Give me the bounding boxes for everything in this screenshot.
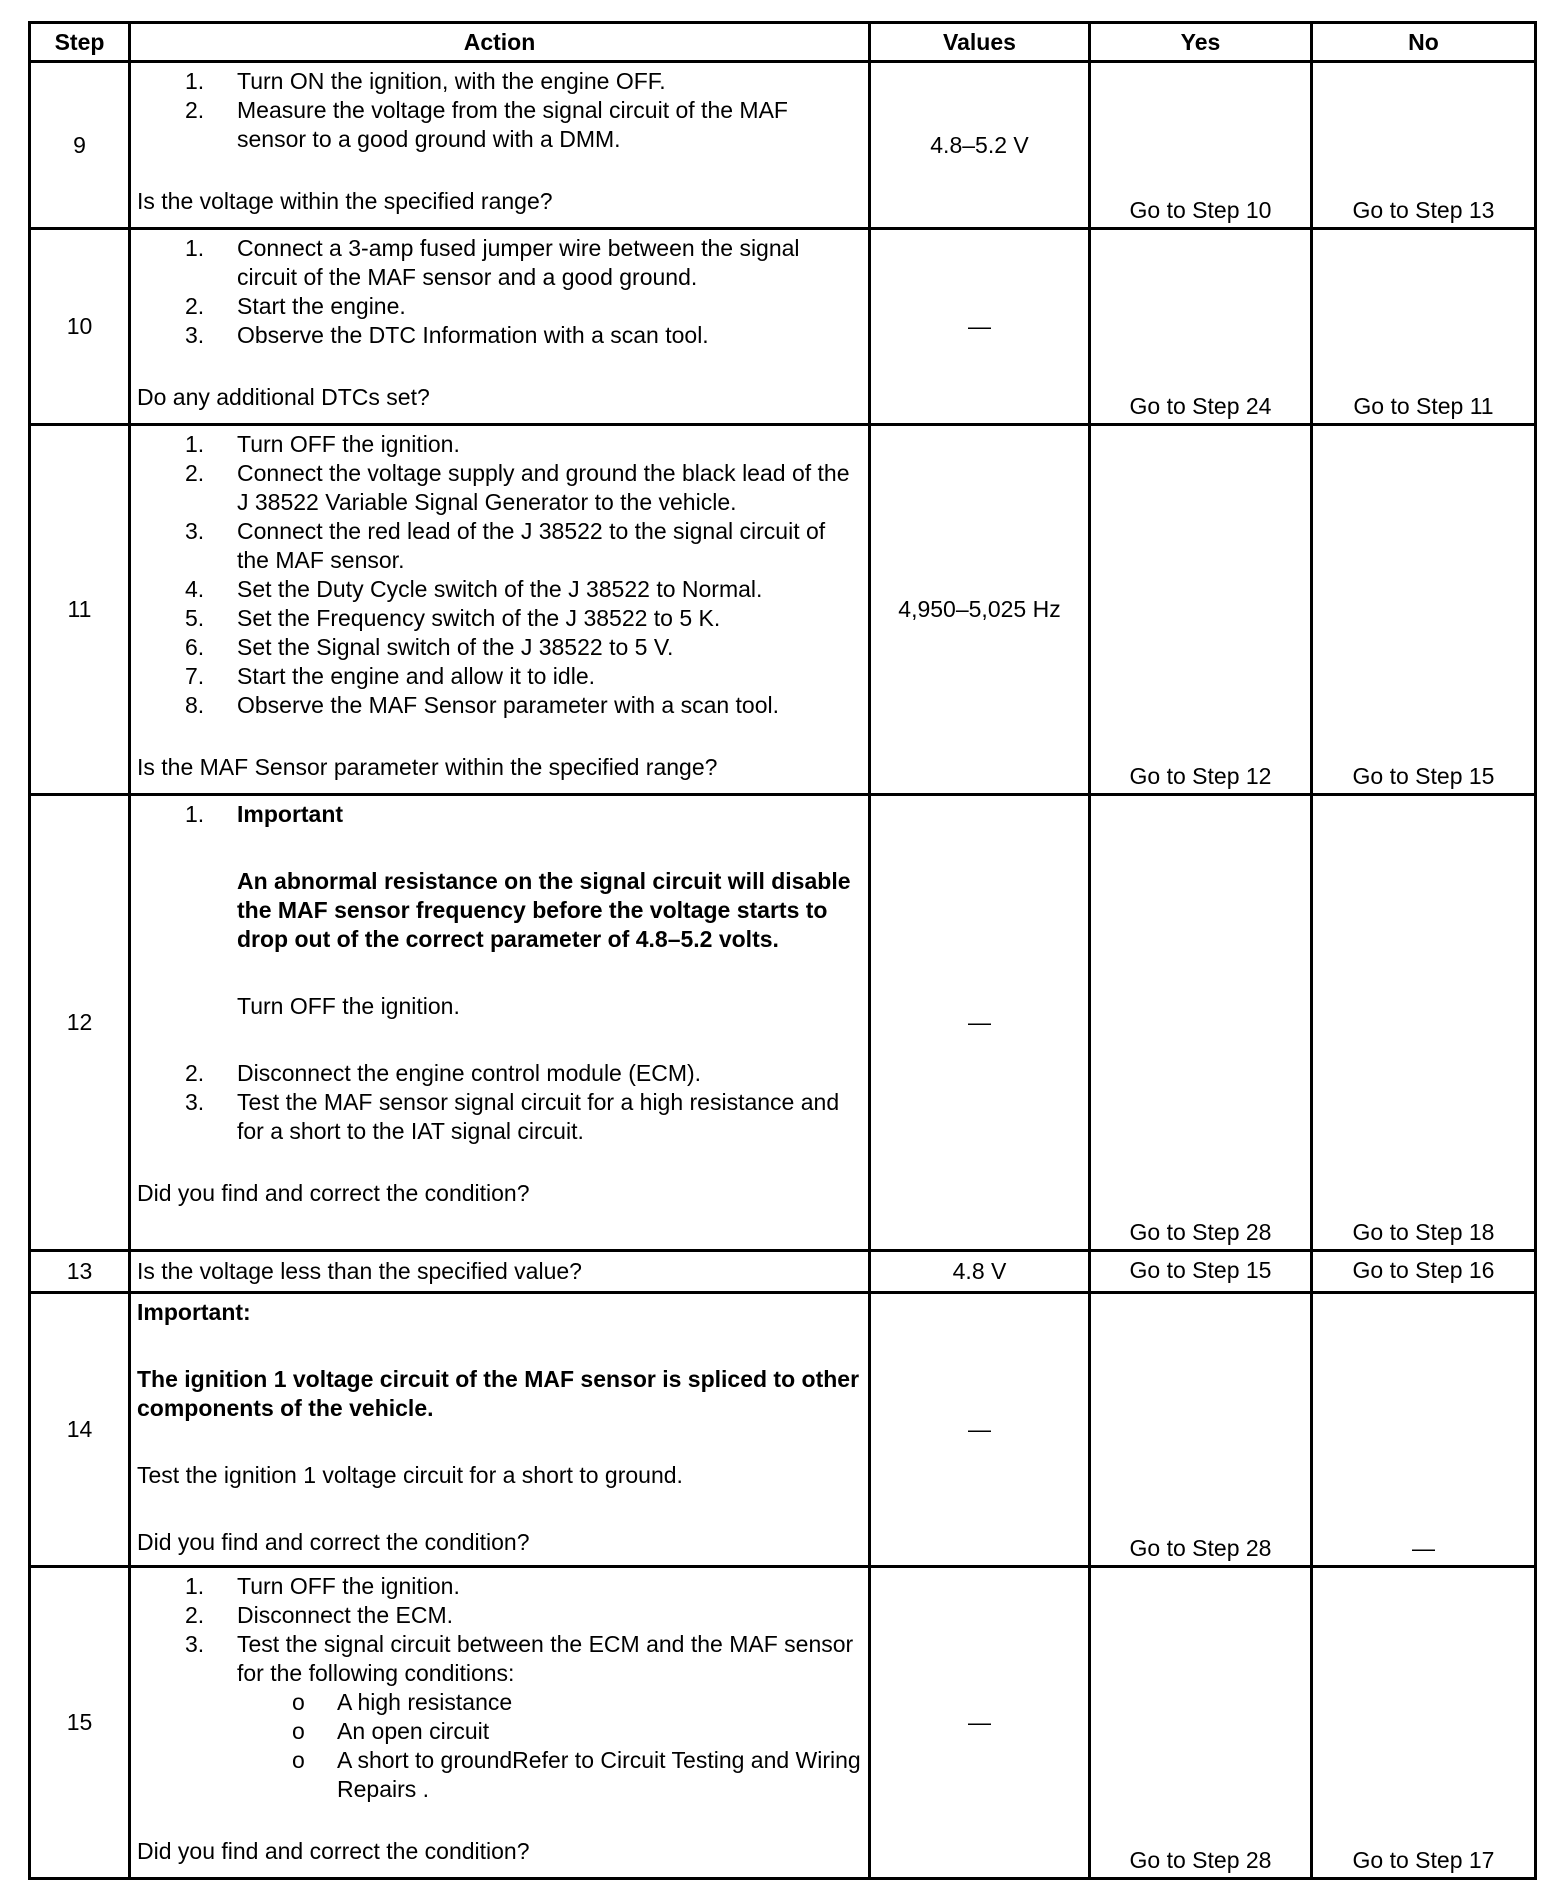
important-note: The ignition 1 voltage circuit of the MAF sensor is spliced to other components of the vehicle. [137,1366,860,1421]
list-item: o A short to groundRefer to Circuit Testing and Wiring Repairs . [292,1747,861,1802]
no-cell: Go to Step 11 [1312,229,1536,425]
no-cell: Go to Step 18 [1312,795,1536,1251]
list-item: 2. Connect the voltage supply and ground the black lead of the J 38522 Variable Signal Generator to the vehicle. [185,460,850,515]
table-row [30,1567,1536,1879]
diagnostic-table [28,21,1537,1880]
question: Is the voltage less than the specified value? [137,1258,582,1284]
step-number: 14 [30,1293,130,1567]
list-item: 1. Turn OFF the ignition. [185,431,460,457]
important-label: Important: [137,1299,251,1325]
action-cell [130,1293,870,1567]
action-cell [130,1251,870,1293]
step-number: 9 [30,62,130,229]
instruction: Test the ignition 1 voltage circuit for a short to ground. [137,1462,683,1488]
yes-cell: Go to Step 10 [1090,62,1312,229]
list-item: 2. Disconnect the ECM. [185,1602,454,1628]
list-item: 6. Set the Signal switch of the J 38522 to 5 V. [185,634,674,660]
step-number: 15 [30,1567,130,1879]
value-cell: 4,950–5,025 Hz [870,425,1090,795]
value-cell: 4.8–5.2 V [870,62,1090,229]
list-item: 2. Disconnect the engine control module (ECM). [185,1060,702,1086]
question: Is the MAF Sensor parameter within the specified range? [137,754,718,780]
table-row [30,62,1536,229]
list-item: 3. Connect the red lead of the J 38522 to the signal circuit of the MAF sensor. [185,518,826,573]
yes-cell: Go to Step 28 [1090,1293,1312,1567]
action-cell [130,795,870,1251]
bullet-icon: o [292,1747,305,1773]
yes-cell: Go to Step 12 [1090,425,1312,795]
value-cell: — [870,1293,1090,1567]
step-number: 12 [30,795,130,1251]
step-number: 11 [30,425,130,795]
important-label: Important [237,801,344,827]
no-cell: Go to Step 13 [1312,62,1536,229]
table-row [30,1251,1536,1293]
step-number: 10 [30,229,130,425]
list-item: o A high resistance [292,1689,513,1715]
question: Is the voltage within the specified range? [137,188,553,214]
list-item: 4. Set the Duty Cycle switch of the J 38522 to Normal. [185,576,763,602]
item-text: Turn OFF the ignition. [237,993,460,1019]
header-step: Step [30,23,130,62]
header-yes: Yes [1090,23,1312,62]
list-item: 1. Important An abnormal resistance on the signal circuit will disable the MAF sensor frequency before the voltage starts to drop out of the correct parameter of 4.8–5.2 volts. Turn OFF the ignition. [137,800,862,1059]
yes-cell: Go to Step 28 [1090,1567,1312,1879]
no-cell: Go to Step 17 [1312,1567,1536,1879]
list-item: 3. Test the signal circuit between the ECM and the MAF sensor for the following conditions: [185,1631,854,1686]
table-row [30,795,1536,1251]
header-no: No [1312,23,1536,62]
list-item: 1. Turn ON the ignition, with the engine OFF. [185,68,666,94]
list-item: 3. Test the MAF sensor signal circuit for a high resistance and for a short to the IAT signal circuit. [185,1089,840,1144]
table-row [30,425,1536,795]
header-values: Values [870,23,1090,62]
action-cell [130,229,870,425]
list-item: 2. Start the engine. [185,293,406,319]
table-row [30,229,1536,425]
yes-cell: Go to Step 24 [1090,229,1312,425]
question: Did you find and correct the condition? [137,1180,530,1206]
question: Did you find and correct the condition? [137,1838,530,1864]
action-cell [130,1567,870,1879]
question: Did you find and correct the condition? [137,1529,530,1555]
table-row [30,1293,1536,1567]
question: Do any additional DTCs set? [137,384,430,410]
value-cell: — [870,795,1090,1251]
step-number: 13 [30,1251,130,1293]
bullet-icon: o [292,1689,305,1715]
no-cell: Go to Step 16 [1312,1251,1536,1293]
yes-cell: Go to Step 15 [1090,1251,1312,1293]
list-item: 3. Observe the DTC Information with a scan tool. [185,322,709,348]
action-cell [130,425,870,795]
yes-cell: Go to Step 28 [1090,795,1312,1251]
list-item: 8. Observe the MAF Sensor parameter with a scan tool. [185,692,780,718]
list-item: 5. Set the Frequency switch of the J 38522 to 5 K. [185,605,721,631]
value-cell: — [870,1567,1090,1879]
value-cell: — [870,229,1090,425]
action-cell [130,62,870,229]
list-item: 1. Turn OFF the ignition. [185,1573,460,1599]
bullet-icon: o [292,1718,305,1744]
list-item: 2. Measure the voltage from the signal circuit of the MAF sensor to a good ground with a DMM. [185,97,788,152]
list-item: o An open circuit [292,1718,490,1744]
list-item: 7. Start the engine and allow it to idle. [185,663,596,689]
list-item: 1. Connect a 3-amp fused jumper wire between the signal circuit of the MAF sensor and a good ground. [185,235,800,290]
header-row [30,23,1536,62]
no-cell: Go to Step 15 [1312,425,1536,795]
header-action: Action [130,23,870,62]
value-cell: 4.8 V [870,1251,1090,1293]
no-cell: — [1312,1293,1536,1567]
important-note: An abnormal resistance on the signal circuit will disable the MAF sensor frequency before the voltage starts to drop out of the correct parameter of 4.8–5.2 volts. [237,868,851,952]
